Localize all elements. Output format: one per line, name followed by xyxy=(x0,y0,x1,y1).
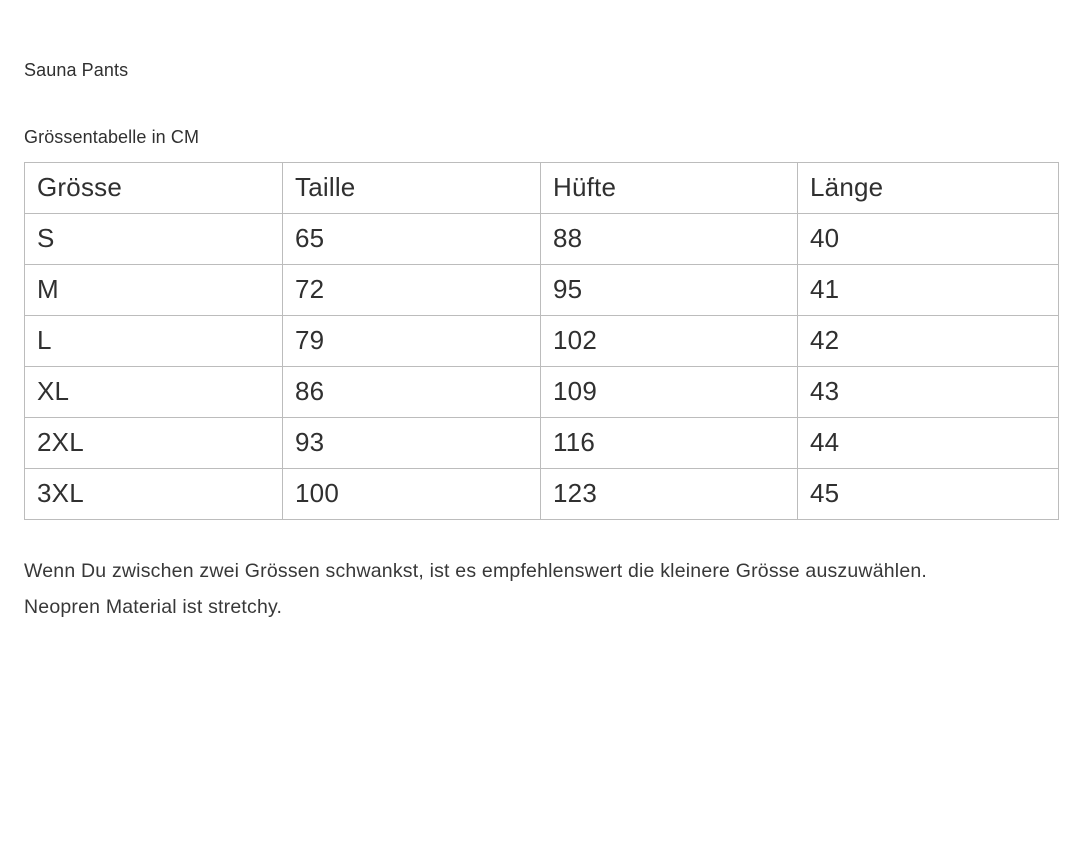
table-cell: 109 xyxy=(541,367,798,418)
table-cell: 86 xyxy=(283,367,541,418)
table-row xyxy=(25,265,1059,316)
table-cell: L xyxy=(25,316,283,367)
table-row xyxy=(25,214,1059,265)
table-row xyxy=(25,367,1059,418)
table-cell: 93 xyxy=(283,418,541,469)
table-cell: 43 xyxy=(798,367,1059,418)
table-cell: 116 xyxy=(541,418,798,469)
table-cell: 100 xyxy=(283,469,541,520)
column-header-taille: Taille xyxy=(283,163,541,214)
table-row xyxy=(25,469,1059,520)
table-cell: 3XL xyxy=(25,469,283,520)
table-row xyxy=(25,316,1059,367)
size-table-body xyxy=(25,214,1059,520)
column-header-groesse: Grösse xyxy=(25,163,283,214)
table-row xyxy=(25,418,1059,469)
table-cell: 95 xyxy=(541,265,798,316)
table-cell: 40 xyxy=(798,214,1059,265)
size-table-header-row xyxy=(25,163,1059,214)
product-title: Sauna Pants xyxy=(24,60,129,80)
table-cell: XL xyxy=(25,367,283,418)
table-cell: 65 xyxy=(283,214,541,265)
table-cell: 41 xyxy=(798,265,1059,316)
table-cell: 79 xyxy=(283,316,541,367)
column-header-huefte: Hüfte xyxy=(541,163,798,214)
table-cell: S xyxy=(25,214,283,265)
table-cell: 2XL xyxy=(25,418,283,469)
sizing-note: Wenn Du zwischen zwei Grössen schwankst, ist es empfehlenswert die kleinere Grösse auszuwählen. Neopren Material ist stretchy. xyxy=(24,560,928,618)
table-cell: 42 xyxy=(798,316,1059,367)
size-table-caption: Grössentabelle in CM xyxy=(24,127,200,147)
table-cell: 88 xyxy=(541,214,798,265)
size-table xyxy=(24,162,1059,520)
table-cell: 102 xyxy=(541,316,798,367)
table-cell: 72 xyxy=(283,265,541,316)
table-cell: 44 xyxy=(798,418,1059,469)
table-cell: M xyxy=(25,265,283,316)
table-cell: 123 xyxy=(541,469,798,520)
column-header-laenge: Länge xyxy=(798,163,1059,214)
table-cell: 45 xyxy=(798,469,1059,520)
